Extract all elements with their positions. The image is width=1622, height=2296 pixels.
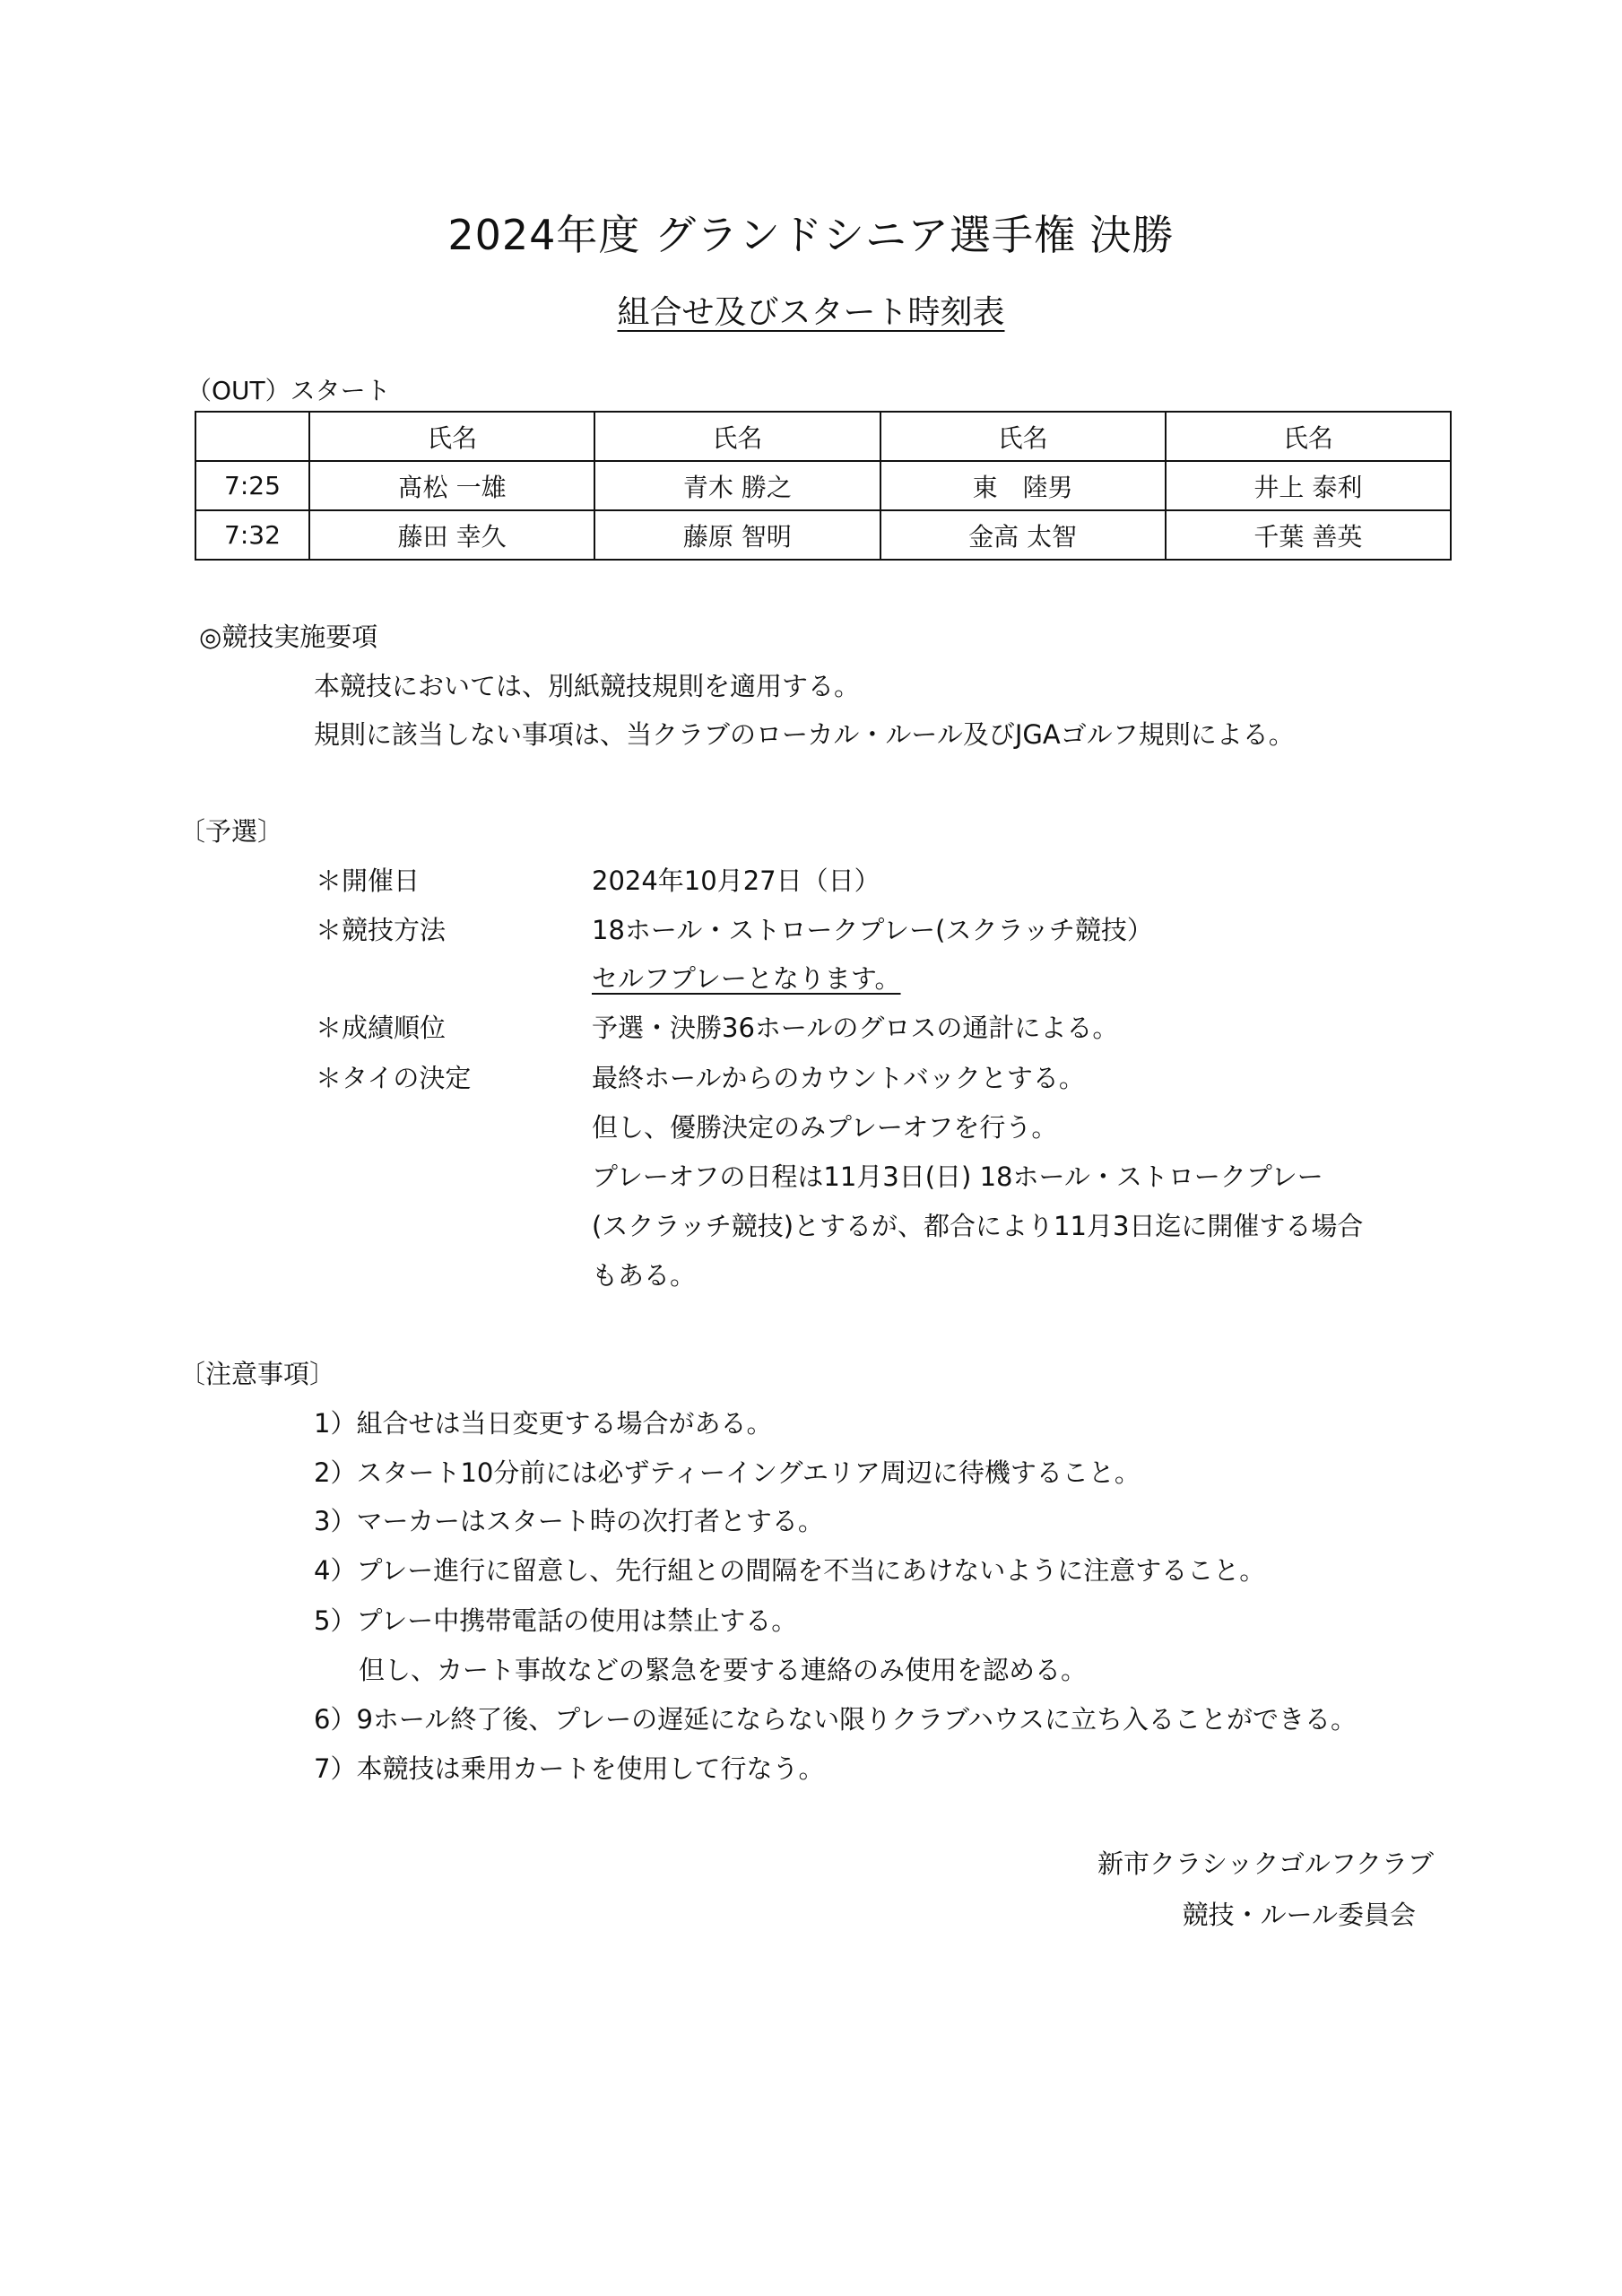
note-item: 5）プレー中携帯電話の使用は禁止する。 bbox=[314, 1605, 798, 1636]
player-cell: 藤田 幸久 bbox=[309, 510, 594, 560]
rules-line: 規則に該当しない事項は、当クラブのローカル・ルール及びJGAゴルフ規則による。 bbox=[314, 719, 1295, 750]
table-header-cell: 氏名 bbox=[880, 412, 1166, 461]
club-name: 新市クラシックゴルフクラブ bbox=[1097, 1848, 1434, 1879]
table-header-cell: 氏名 bbox=[594, 412, 880, 461]
prelim-value: 2024年10月27日（日） bbox=[592, 865, 880, 896]
rules-heading: ◎競技実施要項 bbox=[199, 622, 378, 652]
prelim-heading: 〔予選〕 bbox=[179, 816, 284, 847]
rules-line: 本競技においては、別紙競技規則を適用する。 bbox=[314, 671, 861, 701]
prelim-label: ＊開催日 bbox=[316, 865, 421, 896]
table-header-cell: 氏名 bbox=[1166, 412, 1451, 461]
player-cell: 青木 勝之 bbox=[594, 461, 880, 510]
note-item: 7）本競技は乗用カートを使用して行なう。 bbox=[314, 1753, 825, 1784]
note-item: 但し、カート事故などの緊急を要する連絡のみ使用を認める。 bbox=[359, 1655, 1088, 1685]
table-header-cell bbox=[195, 412, 309, 461]
out-start-label: （OUT）スタート bbox=[186, 376, 391, 405]
table-row bbox=[195, 461, 1451, 510]
start-time-cell: 7:32 bbox=[195, 510, 309, 560]
prelim-value: 18ホール・ストロークプレー(スクラッチ競技） bbox=[592, 915, 1153, 945]
note-item: 1）組合せは当日変更する場合がある。 bbox=[314, 1408, 773, 1439]
document-subtitle bbox=[0, 287, 1622, 333]
prelim-value: プレーオフの日程は11月3日(日) 18ホール・ストロークプレー bbox=[592, 1161, 1323, 1192]
notes-heading: 〔注意事項〕 bbox=[179, 1359, 336, 1389]
player-cell: 藤原 智明 bbox=[594, 510, 880, 560]
table-header-cell: 氏名 bbox=[309, 412, 594, 461]
player-cell: 井上 泰利 bbox=[1166, 461, 1451, 510]
self-play-note: セルフプレーとなります。 bbox=[592, 963, 901, 994]
prelim-value: (スクラッチ競技)とするが、都合により11月3日迄に開催する場合 bbox=[592, 1211, 1364, 1241]
table-row bbox=[195, 510, 1451, 560]
subtitle-text: 組合せ及びスタート時刻表 bbox=[617, 294, 1005, 331]
player-cell: 千葉 善英 bbox=[1166, 510, 1451, 560]
document-title: 2024年度 グランドシニア選手権 決勝 bbox=[447, 211, 1175, 259]
note-item: 2）スタート10分前には必ずティーイングエリア周辺に待機すること。 bbox=[314, 1457, 1141, 1488]
player-cell: 東 陸男 bbox=[880, 461, 1166, 510]
note-item: 3）マーカーはスタート時の次打者とする。 bbox=[314, 1506, 824, 1536]
table-header-row bbox=[195, 412, 1451, 461]
note-item: 6）9ホール終了後、プレーの遅延にならない限りクラブハウスに立ち入ることができる。 bbox=[314, 1704, 1357, 1735]
player-cell: 髙松 一雄 bbox=[309, 461, 594, 510]
note-item: 4）プレー進行に留意し、先行組との間隔を不当にあけないように注意すること。 bbox=[314, 1555, 1266, 1586]
player-cell: 金高 太智 bbox=[880, 510, 1166, 560]
start-time-table bbox=[195, 411, 1452, 561]
prelim-label: ＊成績順位 bbox=[316, 1013, 447, 1043]
prelim-value: 但し、優勝決定のみプレーオフを行う。 bbox=[592, 1112, 1058, 1143]
committee-name: 競技・ルール委員会 bbox=[1182, 1900, 1416, 1930]
prelim-value: 予選・決勝36ホールのグロスの通計による。 bbox=[592, 1013, 1119, 1043]
prelim-label: ＊タイの決定 bbox=[316, 1063, 472, 1093]
prelim-value: 最終ホールからのカウントバックとする。 bbox=[592, 1063, 1085, 1093]
prelim-label: ＊競技方法 bbox=[316, 915, 447, 945]
start-time-cell: 7:25 bbox=[195, 461, 309, 510]
prelim-value: もある。 bbox=[592, 1260, 697, 1291]
